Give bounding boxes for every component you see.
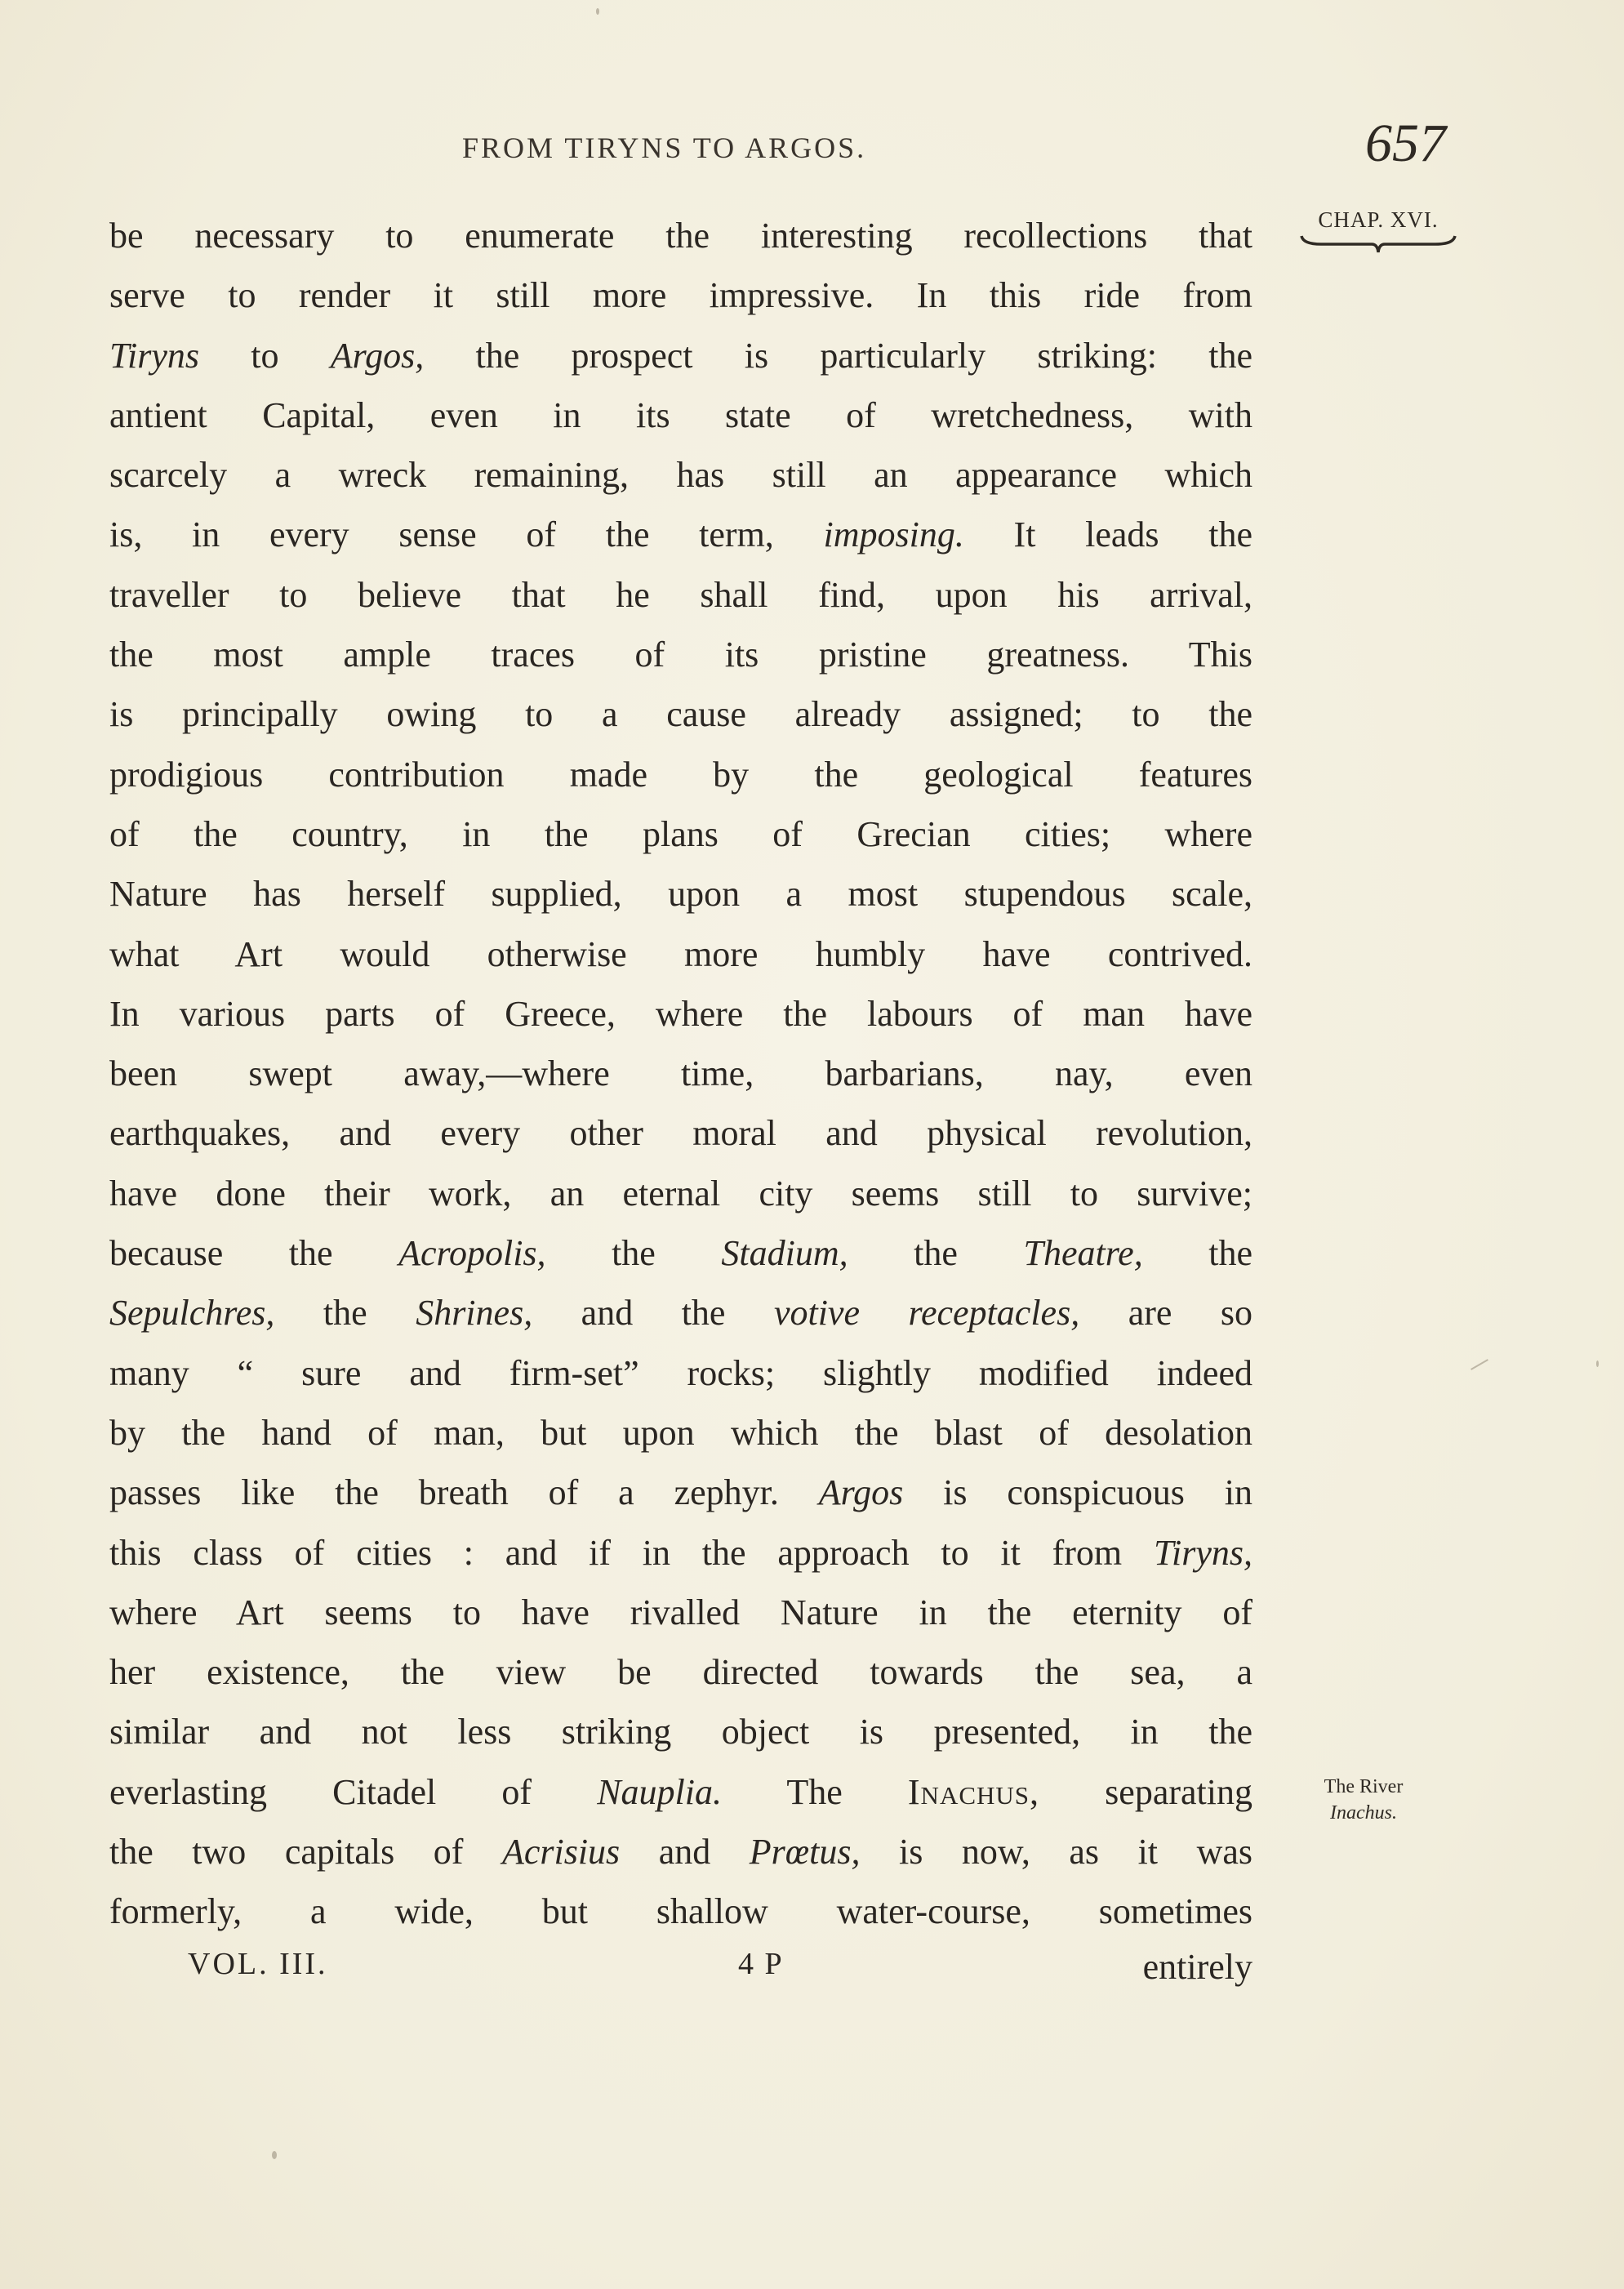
text-run: Stadium,: [721, 1233, 848, 1274]
text-line: [109, 984, 1252, 1044]
text-line: [109, 1044, 1252, 1103]
paper-speck: [1470, 1359, 1488, 1370]
text-run: to: [199, 335, 331, 376]
text-run: many “ sure and firm-set” rocks; slightly modified indeed: [109, 1352, 1252, 1393]
text-run: Prœtus,: [749, 1832, 861, 1873]
text-run: traveller to believe that he shall find, upon his arrival,: [109, 574, 1252, 615]
text-run: this class of cities : and if in the approach to it from: [109, 1532, 1154, 1573]
text-run: prodigious contribution made by the geological features: [109, 754, 1252, 795]
text-run: of the country, in the plans of Grecian cities; where: [109, 813, 1252, 854]
text-line: [109, 1882, 1252, 1941]
text-run: what Art would otherwise more humbly have contrived.: [109, 933, 1252, 974]
text-line: [109, 1343, 1252, 1403]
text-line: [109, 1283, 1252, 1343]
page-footer: [109, 1946, 1252, 1995]
text-run: is principally owing to a cause already assigned; to the: [109, 694, 1252, 735]
text-run: Nature has herself supplied, upon a most stupendous scale,: [109, 874, 1252, 915]
text-line: [109, 924, 1252, 984]
text-run: the: [1142, 1233, 1252, 1274]
text-line: [109, 1403, 1252, 1463]
marginal-note: [1294, 1774, 1433, 1826]
text-run: Shrines,: [416, 1293, 533, 1334]
chapter-label: CHAP. XVI.: [1318, 207, 1439, 232]
text-line: [109, 625, 1252, 684]
signature-mark: 4 P: [738, 1947, 784, 1981]
text-line: [109, 1164, 1252, 1223]
text-run: her existence, the view be directed towards the sea, a: [109, 1652, 1252, 1693]
text-line: [109, 1702, 1252, 1761]
text-line: [109, 1523, 1252, 1583]
text-run: the: [545, 1233, 722, 1274]
text-line: [109, 1642, 1252, 1702]
text-run: the: [274, 1293, 416, 1334]
text-run: scarcely a wreck remaining, has still an appearance which: [109, 455, 1252, 496]
text-run: the prospect is particularly striking: the: [424, 335, 1252, 376]
catchword: entirely: [1142, 1947, 1252, 1987]
text-run: similar and not less striking object is presented, in the: [109, 1712, 1252, 1752]
text-run: formerly, a wide, but shallow water-course, sometimes: [109, 1891, 1252, 1932]
text-line: [109, 1463, 1252, 1522]
text-run: Argos,: [330, 335, 425, 376]
text-run: It leads the: [963, 514, 1252, 555]
running-head: FROM TIRYNS TO ARGOS.: [462, 131, 867, 164]
text-run: In various parts of Greece, where the labours of man have: [109, 993, 1252, 1034]
text-run: is conspicuous in: [903, 1472, 1252, 1513]
text-run: Acropolis,: [398, 1233, 546, 1274]
marginal-note-line1: The River: [1324, 1776, 1404, 1797]
body-text: [109, 206, 1252, 1942]
text-run: votive receptacles,: [773, 1293, 1080, 1334]
text-run: have done their work, an eternal city seems still to survive;: [109, 1173, 1252, 1214]
text-line: [109, 1223, 1252, 1283]
text-line: [109, 385, 1252, 445]
text-run: antient Capital, even in its state of wretchedness, with: [109, 394, 1252, 435]
text-line: [109, 565, 1252, 625]
text-run: Argos: [818, 1472, 904, 1513]
text-run: the two capitals of: [109, 1832, 502, 1873]
text-line: [109, 864, 1252, 924]
text-run: and the: [532, 1293, 774, 1334]
volume-mark: VOL. III.: [188, 1947, 328, 1981]
text-run: Tiryns,: [1153, 1532, 1252, 1573]
text-run: Tiryns: [109, 335, 200, 376]
brace-ornament-icon: [1297, 233, 1460, 256]
text-line: [109, 1103, 1252, 1163]
text-run: been swept away,—where time, barbarians, nay, even: [109, 1053, 1252, 1094]
text-run: because the: [109, 1233, 399, 1274]
text-run: and: [620, 1832, 750, 1873]
text-run: separating: [1039, 1771, 1252, 1812]
text-run: passes like the breath of a zephyr.: [109, 1472, 819, 1513]
page-number: 657: [1365, 114, 1446, 173]
text-run: the most ample traces of its pristine greatness. This: [109, 635, 1252, 675]
text-run: is now, as it was: [860, 1832, 1252, 1873]
text-line: [109, 265, 1252, 325]
text-run: is, in every sense of the term,: [109, 514, 824, 555]
paper-speck: [596, 8, 599, 15]
text-line: [109, 1822, 1252, 1882]
text-line: [109, 326, 1252, 385]
marginal-note-line2: Inachus.: [1330, 1802, 1397, 1824]
text-run: Acrisius: [501, 1832, 621, 1873]
text-line: [109, 206, 1252, 265]
text-run: by the hand of man, but upon which the blast of desolation: [109, 1412, 1252, 1453]
text-line: [109, 745, 1252, 804]
text-run: everlasting Citadel of: [109, 1771, 598, 1812]
text-run: earthquakes, and every other moral and physical revolution,: [109, 1113, 1252, 1154]
text-line: [109, 804, 1252, 864]
text-run: Nauplia.: [597, 1771, 722, 1812]
text-run: The: [722, 1771, 908, 1812]
text-run: Inachus,: [907, 1771, 1040, 1812]
text-line: [109, 684, 1252, 744]
text-line: [109, 505, 1252, 564]
text-run: Sepulchres,: [109, 1293, 275, 1334]
text-line: [109, 445, 1252, 505]
paper-speck: [1596, 1360, 1599, 1367]
chapter-marginal-label: [1297, 207, 1460, 256]
text-line: [109, 1762, 1252, 1822]
text-line: [109, 1583, 1252, 1642]
text-run: are so: [1079, 1293, 1252, 1334]
paper-speck: [272, 2151, 277, 2159]
text-run: be necessary to enumerate the interesting recollections that: [109, 216, 1252, 256]
text-run: the: [848, 1233, 1024, 1274]
text-run: imposing.: [823, 514, 964, 555]
text-run: where Art seems to have rivalled Nature in the eternity of: [109, 1592, 1252, 1632]
text-run: serve to render it still more impressive. In this ride from: [109, 275, 1252, 316]
text-run: Theatre,: [1023, 1233, 1143, 1274]
